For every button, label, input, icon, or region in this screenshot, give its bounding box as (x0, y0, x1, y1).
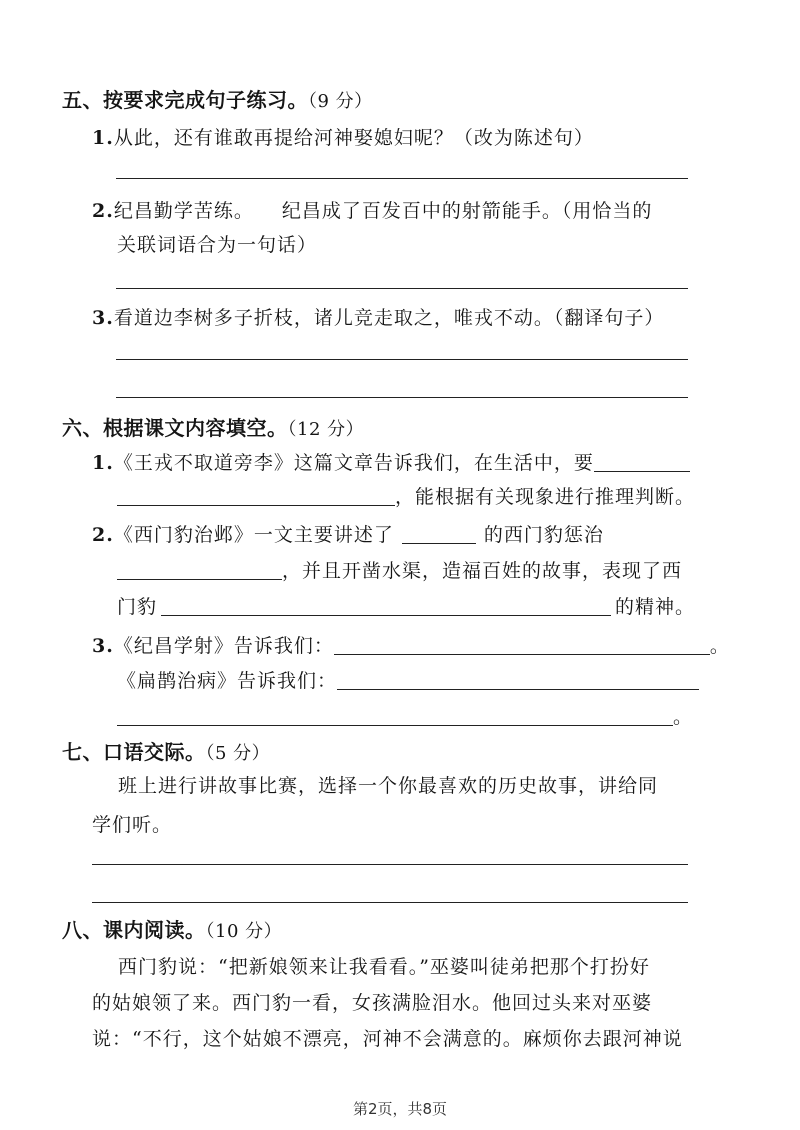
sec5-q3-answer-line-2[interactable] (116, 397, 688, 398)
sec6-q2-line2 (117, 556, 682, 583)
sec5-q3 (92, 303, 664, 330)
sec7-answer-line-1[interactable] (92, 864, 688, 865)
sec5-q3-text: 看道边李树多子折枝，诸儿竞走取之，唯戎不动。（翻译句子） (113, 307, 665, 329)
sec6-q3-line3 (117, 702, 693, 729)
sec6-q2-blank-a[interactable] (402, 523, 476, 544)
sec6-q1-number: 1. (92, 452, 114, 474)
sec6-q2-text-3b: 的精神。 (615, 596, 696, 618)
sec5-q1-number: 1. (92, 127, 114, 149)
sec6-q3-blank-b[interactable] (337, 669, 699, 690)
sec6-q2-blank-b[interactable] (117, 559, 282, 580)
sec6-q3-blank-c[interactable] (117, 705, 673, 726)
sec6-q3-line1 (92, 631, 730, 658)
sec8-passage-line-1: 西门豹说：“把新娘领来让我看看。”巫婆叫徒弟把那个打扮好 (118, 956, 650, 978)
sec6-q2-blank-c[interactable] (161, 595, 611, 616)
sec7-text-1: 班上进行讲故事比赛，选择一个你最喜欢的历史故事，讲给同 (118, 775, 659, 797)
sec6-q3-blank-a[interactable] (334, 634, 710, 655)
sec6-q2-text-3a: 门豹 (117, 596, 158, 618)
section-7-points: （5 分） (205, 743, 271, 764)
sec5-q2-answer-line[interactable] (116, 288, 688, 289)
sec5-q2-text-c: 关联词语合为一句话） (117, 234, 318, 256)
sec5-q1-answer-line[interactable] (116, 178, 688, 179)
section-6-heading (62, 412, 364, 441)
section-8-points: （10 分） (205, 921, 283, 942)
sec6-q1-blank-a[interactable] (594, 451, 690, 472)
sec5-q2-number: 2. (92, 200, 114, 222)
section-8-title: 八、课内阅读。 (62, 918, 206, 942)
sec6-q2-text-1a: 《西门豹治邺》一文主要讲述了 (113, 524, 394, 546)
sec8-passage-line-2: 的姑娘领了来。西门豹一看，女孩满脸泪水。他回过头来对巫婆 (92, 992, 653, 1014)
sec6-q2-number: 2. (92, 524, 114, 546)
sec6-q1-text-2: ，能根据有关现象进行推理判断。 (395, 486, 696, 508)
section-6-title: 六、根据课文内容填空。 (62, 416, 288, 440)
section-5-title: 五、按要求完成句子练习。 (62, 88, 308, 112)
sec5-q2 (92, 196, 652, 223)
sec6-q1-line1 (92, 448, 690, 475)
sec5-q2-text-a: 纪昌勤学苦练。 (113, 200, 254, 222)
page-number-footer: 第2页，共8页 (352, 1100, 448, 1118)
section-5-points: （9 分） (308, 91, 373, 112)
section-7-title: 七、口语交际。 (62, 740, 206, 764)
sec7-text-2: 学们听。 (92, 814, 173, 836)
sec6-q2-line1 (92, 520, 604, 547)
sec5-q1-text: 从此，还有谁敢再提给河神娶媳妇呢？（改为陈述句） (113, 127, 594, 149)
sec6-q3-number: 3. (92, 635, 114, 657)
section-7-heading (62, 736, 270, 765)
sec8-passage-line-3: 说：“不行，这个姑娘不漂亮，河神不会满意的。麻烦你去跟河神说 (92, 1028, 683, 1050)
sec6-q1-blank-b[interactable] (117, 485, 395, 506)
sec6-q2-text-2: ，并且开凿水渠，造福百姓的故事，表现了西 (282, 560, 683, 582)
sec6-q2-text-1b: 的西门豹惩治 (483, 524, 604, 546)
section-5-heading (62, 84, 373, 113)
sec6-q2-line3 (117, 592, 695, 619)
section-8-heading (62, 914, 282, 943)
sec5-q1 (92, 123, 594, 150)
sec7-answer-line-2[interactable] (92, 902, 688, 903)
sec5-q3-number: 3. (92, 307, 114, 329)
section-6-points: （12 分） (287, 419, 365, 440)
sec6-q1-text-1: 《王戎不取道旁李》这篇文章告诉我们，在生活中，要 (113, 452, 594, 474)
sec6-q3-line2 (117, 666, 699, 693)
sec6-q3-text-2: 《扁鹊治病》告诉我们： (117, 670, 338, 692)
sec6-q3-text-1b: 。 (709, 635, 730, 657)
sec6-q3-text-3: 。 (673, 706, 694, 728)
sec6-q3-text-1a: 《纪昌学射》告诉我们： (113, 635, 334, 657)
sec5-q3-answer-line-1[interactable] (116, 359, 688, 360)
sec6-q1-line2 (117, 482, 695, 509)
sec5-q2-text-b: 纪昌成了百发百中的射箭能手。（用恰当的 (281, 200, 653, 222)
